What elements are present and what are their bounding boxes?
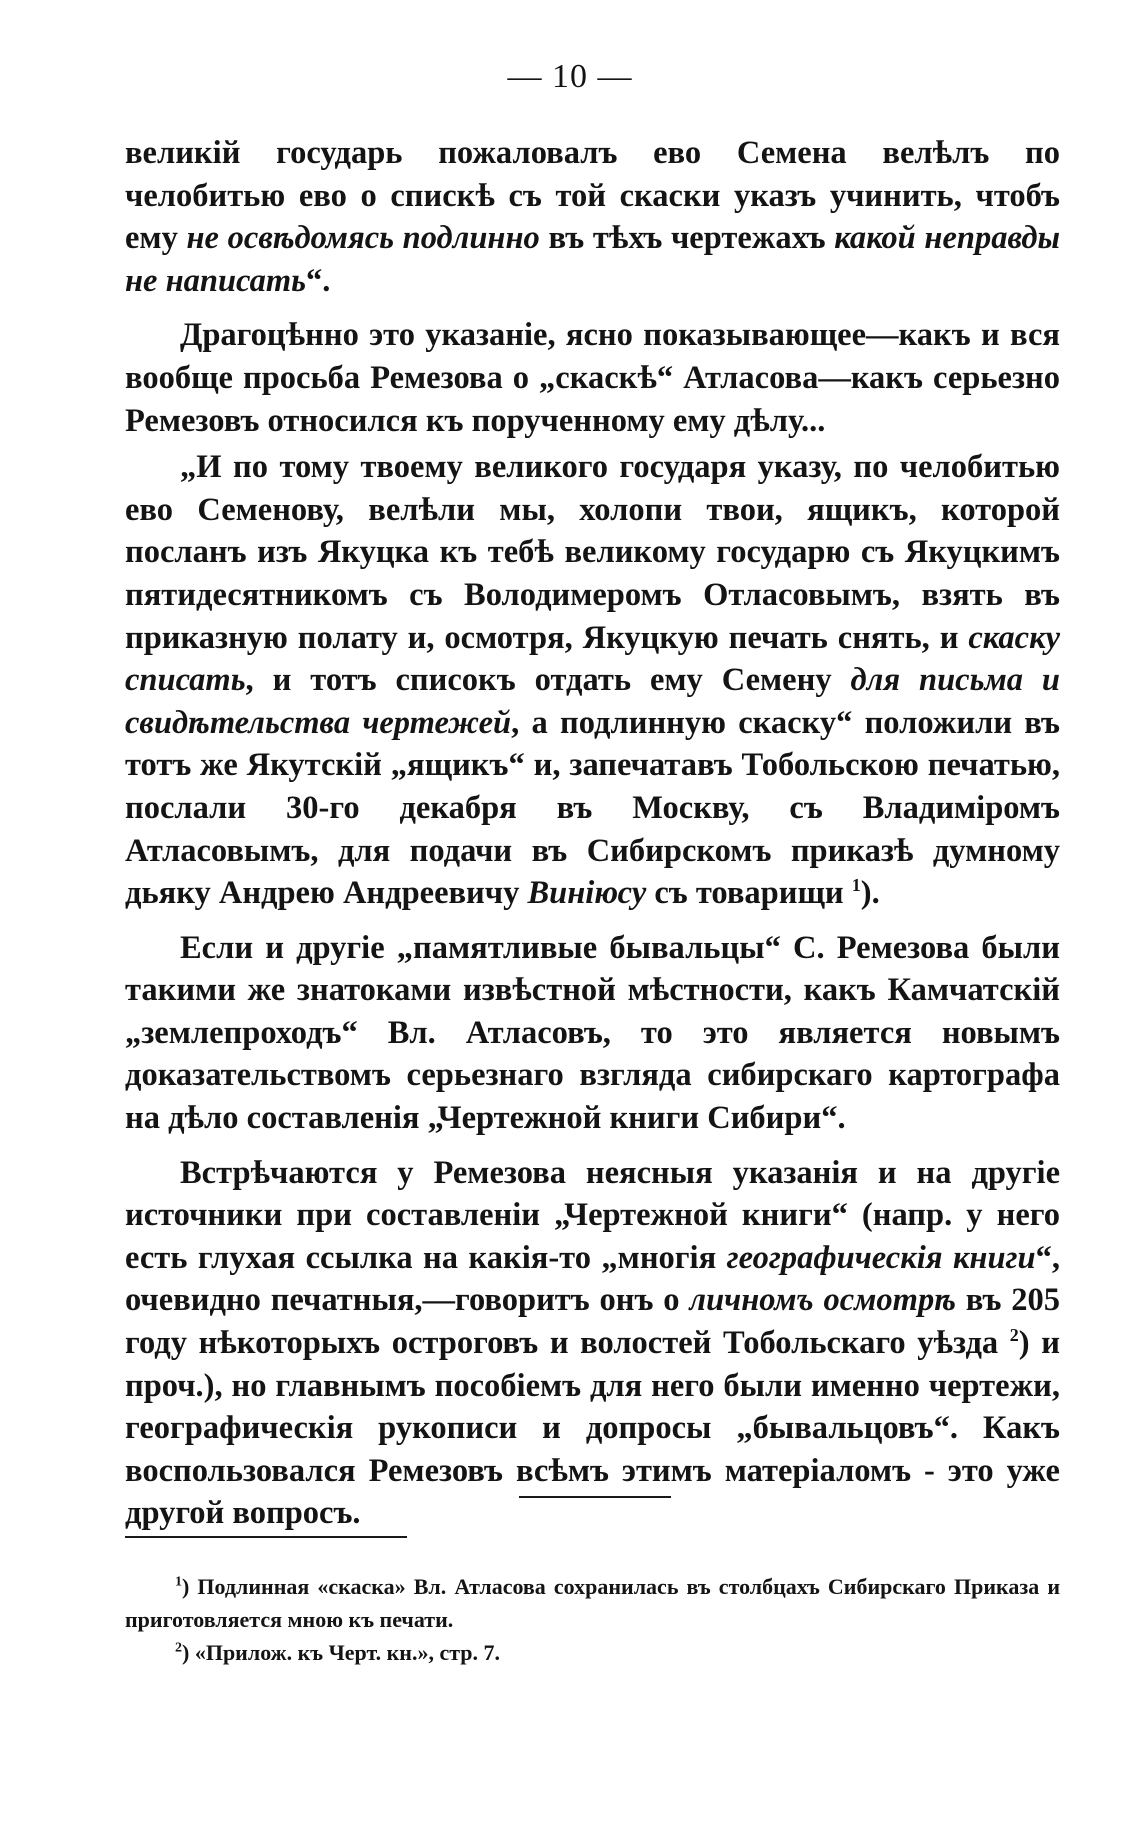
page-number: — 10 — — [507, 58, 633, 95]
footnote-mark: 1 — [175, 1574, 182, 1590]
footnote-text: ) «Прилож. къ Черт. кн.», стр. 7. — [182, 1640, 501, 1665]
text-run: ) и проч.), но главнымъ пособіемъ для него были именно чертежи, географическія рукописи и допросы „бывальцовъ“. Какъ воспользовался Ремезовъ всѣмъ этимъ матеріаломъ - это уже другой вопросъ. — [125, 1325, 1060, 1532]
text-run: , и тотъ списокъ отдать ему Семену — [245, 662, 851, 699]
footnote-separator — [125, 1536, 407, 1538]
paragraph-quotation — [125, 446, 1060, 915]
paragraph-argument: Если и другіе „памятливые бывальцы“ С. Ремезова были такими же знатоками извѣстной мѣстности, какъ Камчатскій „землепроходъ“ Вл. Атласовъ, то это является новымъ доказательствомъ серьезнаго взгляда сибирскаго картографа на дѣло составленія „Чертежной книги Сибири“. — [125, 929, 1060, 1137]
text-run: въ тѣхъ чертежахъ — [539, 220, 835, 257]
footnotes — [125, 1570, 1060, 1669]
paragraph-continuation — [125, 132, 1060, 302]
italic-run: какой неправды не написать — [125, 220, 1061, 299]
text-run: въ 205 году нѣкоторыхъ остроговъ и волостей Тобольскаго уѣзда — [125, 1282, 1060, 1362]
text-run: Встрѣчаются у Ремезова неясныя указанія и на другіе источники при составленіи „Чертежной книги“ (напр. у него есть глухая ссылка на какія-то „многія — [125, 1154, 1060, 1276]
text-run: съ товарищи — [646, 875, 852, 912]
text-run: “, очевидно печатныя,—говоритъ онъ о — [125, 1239, 1061, 1319]
footnote — [125, 1636, 1060, 1669]
section-end-rule — [519, 1496, 671, 1498]
text-run: “. — [306, 262, 331, 299]
footnote-ref: 1 — [851, 875, 861, 896]
paragraph-commentary: Драгоцѣнно это указаніе, ясно показывающее—какъ и вся вообще просьба Ремезова о „скаскѣ“ Атласова—какъ серьезно Ремезовъ относился къ порученному ему дѣлу... — [125, 317, 1060, 439]
footnote — [125, 1570, 1060, 1636]
italic-run: для письма и свидѣтельства чертежей — [125, 662, 1060, 741]
italic-run: личномъ осмотрѣ — [689, 1282, 956, 1319]
footnote-mark: 2 — [175, 1640, 182, 1656]
italic-run: не освѣдомясь подлинно — [186, 220, 540, 257]
italic-run: скаску списать — [125, 619, 1060, 699]
text-run: ). — [860, 875, 880, 912]
text-run: „И по тому твоему великого государя указу, по челобитью ево Семенову, велѣли мы, холопи твои, ящикъ, которой посланъ изъ Якуцка къ тебѣ великому государю съ Якуцкимъ пятидесятникомъ съ Володимеромъ Отласовымъ, взять въ приказную полату и, осмотря, Якуцкую печать снять, и — [125, 449, 1060, 656]
text-run: великій государь пожаловалъ ево Семена велѣлъ по челобитью ево о спискѣ съ той скаски указъ учинить, чтобъ ему — [125, 135, 1060, 257]
text-run: , а подлинную скаску“ положили въ тотъ же Якутскій „ящикъ“ и, запечатавъ Тобольскою печатью, послали 30-го декабря въ Москву, съ Владиміромъ Атласовымъ, для подачи въ Сибирскомъ приказѣ думному дьяку Андрею Андреевичу — [125, 704, 1060, 912]
italic-run: географическія книги — [726, 1239, 1036, 1276]
body-text — [125, 132, 1060, 1535]
footnote-ref: 2 — [1009, 1325, 1019, 1346]
italic-run: Виніюсу — [527, 875, 647, 912]
footnote-text: ) Подлинная «скаска» Вл. Атласова сохранилась въ столбцахъ Сибирскаго Приказа и приготовляется мною къ печати. — [125, 1574, 1060, 1632]
paragraph-sources — [125, 1152, 1060, 1535]
